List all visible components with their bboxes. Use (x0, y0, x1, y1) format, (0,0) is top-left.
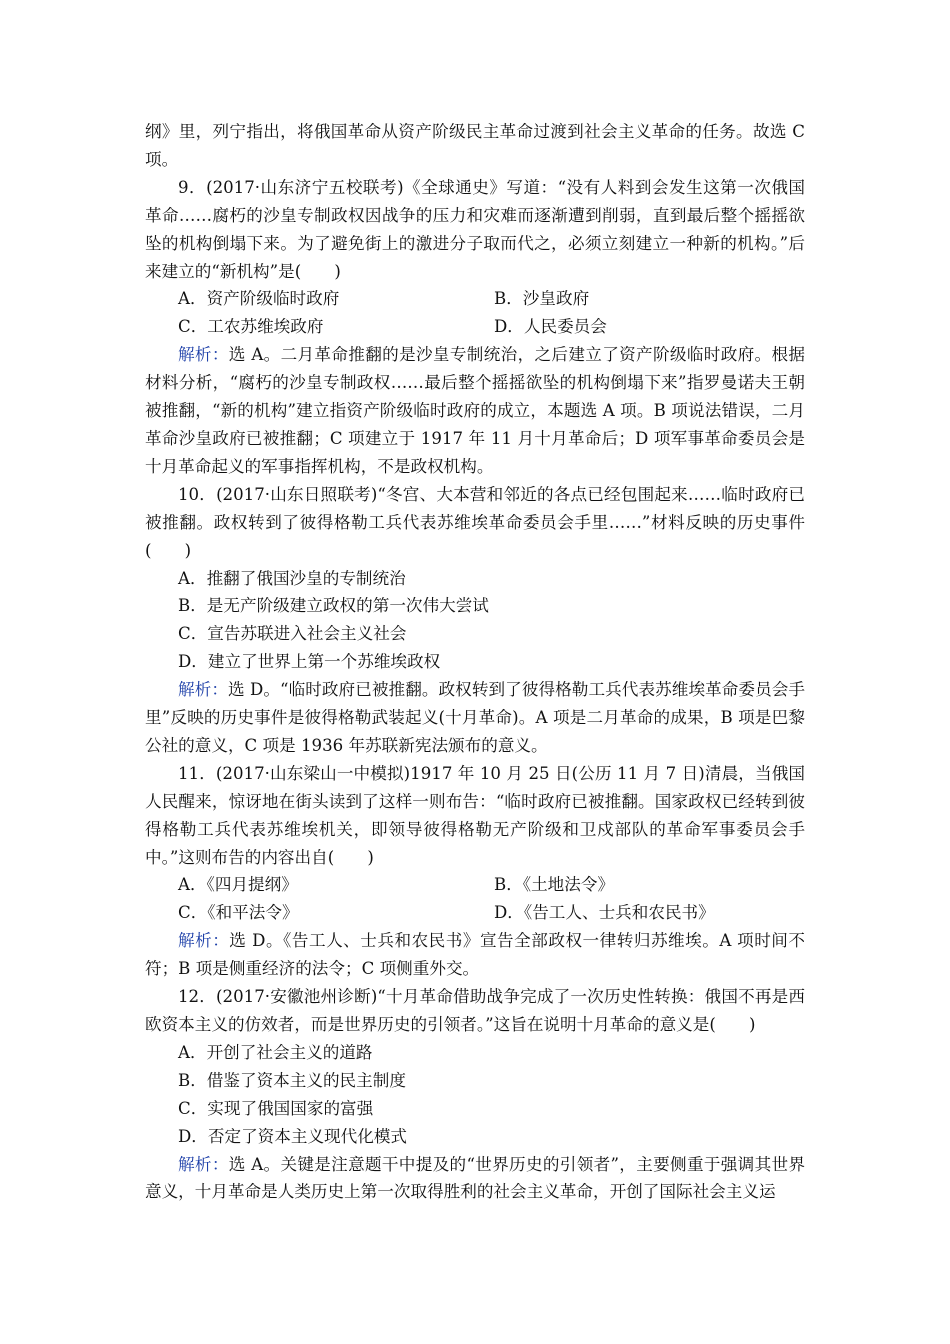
analysis-paragraph (145, 1151, 805, 1207)
question-12 (145, 983, 805, 1206)
analysis-text: 选 A。二月革命推翻的是沙皇专制统治，之后建立了资产阶级临时政府。根据材料分析，“腐朽的沙皇专制政权……最后整个摇摇欲坠的机构倒塌下来”指罗曼诺夫王朝被推翻，“新的机构”建立指资产阶级临时政府的成立，本题选 A 项。B 项说法错误，二月革命沙皇政府已被推翻；C 项建立于 1917 年 11 月十月革命后；D 项军事革命委员会是十月革命起义的军事指挥机构，不是政权机构。 (145, 345, 806, 476)
option-d: D．否定了资本主义现代化模式 (178, 1126, 408, 1146)
document-page (145, 118, 805, 1206)
question-stem: 10．(2017·山东日照联考)“冬宫、大本营和邻近的各点已经包围起来……临时政府已被推翻。政权转到了彼得格勒工兵代表苏维埃革命委员会手里……”材料反映的历史事件( ) (145, 484, 805, 560)
intro-paragraph: 纲》里，列宁指出，将俄国革命从资产阶级民主革命过渡到社会主义革命的任务。故选 C 项。 (145, 122, 805, 169)
question-9 (145, 174, 805, 481)
question-stem: 11．(2017·山东梁山一中模拟)1917 年 10 月 25 日(公历 11 月 7 日)清晨，当俄国人民醒来，惊讶地在街头读到了这样一则布告：“临时政府已被推翻。国家政权已经转到彼得格勒工兵代表苏维埃机关，即领导彼得格勒无产阶级和卫戍部队的革命军事委员会手中。”这则布告的内容出自( ) (145, 763, 805, 867)
option-b: B．是无产阶级建立政权的第一次伟大尝试 (178, 596, 489, 616)
analysis-paragraph (145, 676, 805, 760)
option-c: C．工农苏维埃政府 (178, 317, 324, 337)
analysis-text: 选 A。关键是注意题干中提及的“世界历史的引领者”，主要侧重于强调其世界意义，十月革命是人类历史上第一次取得胜利的社会主义革命，开创了国际社会主义运 (145, 1154, 805, 1202)
option-c: C．实现了俄国国家的富强 (178, 1098, 374, 1118)
analysis-text: 选 D。《告工人、士兵和农民书》宣告全部政权一律转归苏维埃。A 项时间不符；B 项是侧重经济的法令；C 项侧重外交。 (145, 931, 805, 979)
option-b: B．《土地法令》 (494, 875, 615, 895)
analysis-paragraph (145, 927, 805, 983)
question-11 (145, 760, 805, 983)
options-row (145, 871, 805, 899)
analysis-label: 解析： (178, 931, 230, 951)
question-stem: 9．(2017·山东济宁五校联考)《全球通史》写道：“没有人料到会发生这第一次俄国革命……腐朽的沙皇专制政权因战争的压力和灾难而逐渐遭到削弱，直到最后整个摇摇欲坠的机构倒塌下来。为了避免街上的激进分子取而代之，必须立刻建立一种新的机构。”后来建立的“新机构”是( ) (145, 177, 805, 281)
option-b: B．沙皇政府 (494, 289, 590, 309)
analysis-paragraph (145, 341, 805, 481)
option-d: D．人民委员会 (494, 317, 607, 337)
options-row (145, 313, 805, 341)
option-c: C．《和平法令》 (178, 903, 299, 923)
analysis-text: 选 D。“临时政府已被推翻。政权转到了彼得格勒工兵代表苏维埃革命委员会手里”反映的历史事件是彼得格勒武装起义(十月革命)。A 项是二月革命的成果，B 项是巴黎公社的意义，C 项是 1936 年苏联新宪法颁布的意义。 (145, 680, 805, 755)
option-d: D．建立了世界上第一个苏维埃政权 (178, 652, 441, 672)
option-a: A．推翻了俄国沙皇的专制统治 (178, 568, 406, 588)
option-a: A．开创了社会主义的道路 (178, 1042, 373, 1062)
analysis-label: 解析： (178, 345, 229, 365)
question-stem: 12．(2017·安徽池州诊断)“十月革命借助战争完成了一次历史性转换：俄国不再是西欧资本主义的仿效者，而是世界历史的引领者。”这旨在说明十月革命的意义是( ) (145, 987, 805, 1034)
option-b: B．借鉴了资本主义的民主制度 (178, 1070, 406, 1090)
analysis-label: 解析： (178, 680, 228, 700)
option-d: D．《告工人、士兵和农民书》 (494, 903, 715, 923)
options-row (145, 899, 805, 927)
analysis-label: 解析： (178, 1154, 229, 1174)
option-a: A．《四月提纲》 (178, 875, 298, 895)
question-10 (145, 481, 805, 760)
option-c: C．宣告苏联进入社会主义社会 (178, 624, 407, 644)
option-a: A．资产阶级临时政府 (178, 289, 340, 309)
options-row (145, 285, 805, 313)
